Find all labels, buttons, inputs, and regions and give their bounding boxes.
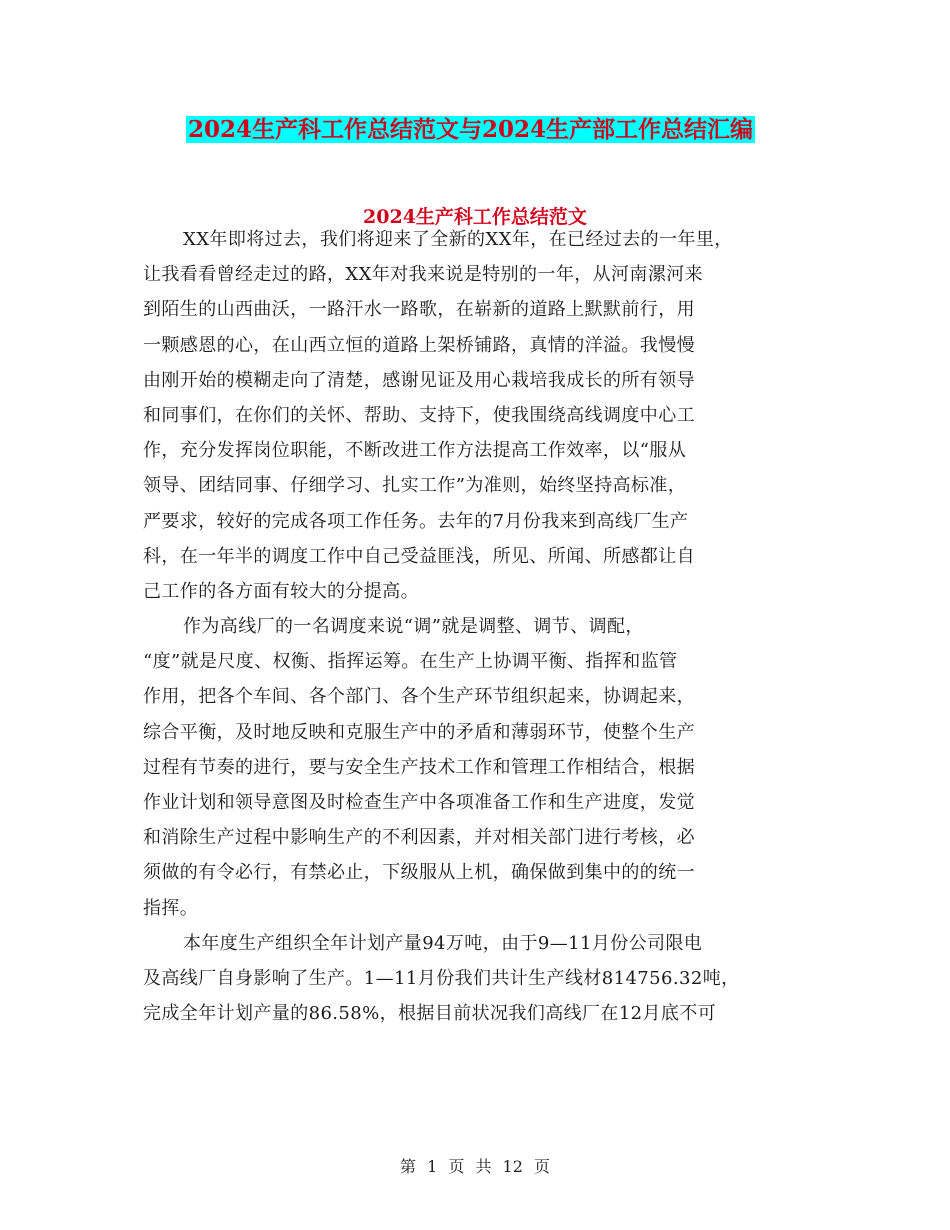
section-title: 2024生产科工作总结范文: [363, 206, 587, 228]
paragraph-line: 须做的有令必行，有禁必止，下级服从上机，确保做到集中的的统一: [143, 862, 695, 884]
paragraph-line: 本年度生产组织全年计划产量94万吨，由于9—11月份公司限电: [183, 932, 703, 954]
paragraph-line: 一颗感恩的心，在山西立恒的道路上架桥铺路，真情的洋溢。我慢慢: [143, 334, 695, 356]
paragraph-line: 作为高线厂的一名调度来说“调”就是调整、调节、调配，: [183, 616, 644, 638]
paragraph-line: 指挥。: [143, 897, 199, 919]
paragraph-line: 己工作的各方面有较大的分提高。: [143, 580, 419, 602]
paragraph-line: 严要求，较好的完成各项工作任务。去年的7月份我来到高线厂生产: [143, 510, 689, 532]
paragraph-line: 科，在一年半的调度工作中自己受益匪浅，所见、所闻、所感都让自: [143, 545, 695, 567]
document-main-title: 2024生产科工作总结范文与2024生产部工作总结汇编: [188, 116, 754, 143]
paragraph-line: 及高线厂自身影响了生产。1—11月份我们共计生产线材814756.32吨，: [143, 967, 740, 989]
paragraph-line: XX年即将过去，我们将迎来了全新的XX年，在已经过去的一年里，: [183, 229, 733, 250]
paragraph-line: 作用，把各个车间、各个部门、各个生产环节组织起来，协调起来，: [143, 686, 695, 708]
document-body: [143, 222, 813, 1031]
paragraph-line: 让我看看曾经走过的路，XX年对我来说是特别的一年，从河南漯河来: [143, 264, 704, 286]
paragraph-line: 和同事们，在你们的关怀、帮助、支持下，使我围绕高线调度中心工: [143, 404, 695, 426]
paragraph-line: 领导、团结同事、仔细学习、扎实工作”为准则，始终坚持高标准，: [143, 475, 687, 497]
paragraph-line: 综合平衡，及时地反映和克服生产中的矛盾和薄弱环节，使整个生产: [143, 721, 695, 743]
paragraph-line: “度”就是尺度、权衡、指挥运筹。在生产上协调平衡、指挥和监管: [143, 651, 678, 673]
paragraph-line: 由刚开始的模糊走向了清楚，感谢见证及用心栽培我成长的所有领导: [143, 369, 695, 391]
paragraph-line: 过程有节奏的进行，要与安全生产技术工作和管理工作相结合，根据: [143, 756, 695, 778]
paragraph-line: 到陌生的山西曲沃，一路汗水一路歌，在崭新的道路上默默前行，用: [143, 299, 695, 321]
page-footer: 第 1 页 共 12 页: [400, 1157, 550, 1176]
paragraph-line: 和消除生产过程中影响生产的不利因素，并对相关部门进行考核，必: [143, 827, 695, 849]
paragraph-line: 作，充分发挥岗位职能，不断改进工作方法提高工作效率，以“服从: [143, 440, 687, 462]
paragraph-line: 作业计划和领导意图及时检查生产中各项准备工作和生产进度，发觉: [143, 792, 695, 813]
paragraph-line: 完成全年计划产量的86.58%，根据目前状况我们高线厂在12月底不可: [143, 1003, 717, 1025]
